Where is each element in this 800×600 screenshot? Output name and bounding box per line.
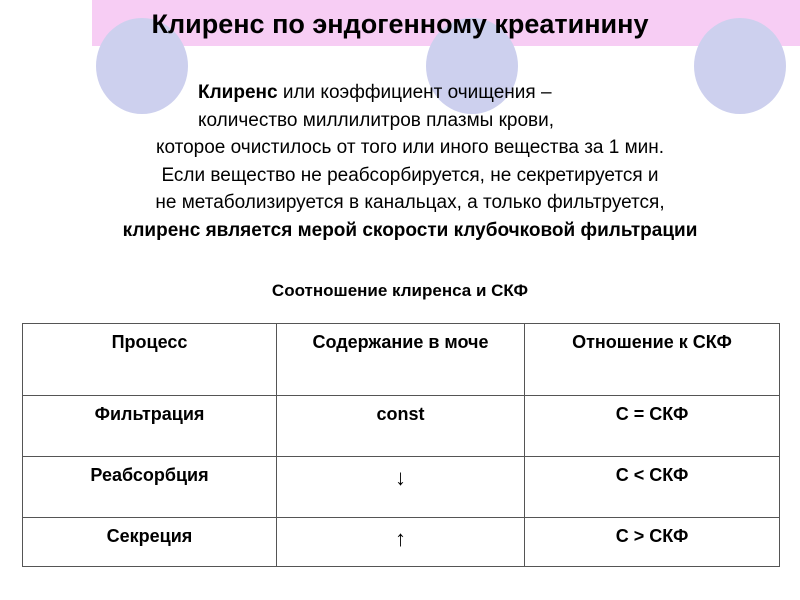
definition-term: Клиренс [198,82,278,103]
cell-urine-content [277,457,525,518]
table-header-row [23,324,780,396]
table-row [23,518,780,567]
definition-line-4: Если вещество не реабсорбируется, не секретируется и [161,164,659,186]
definition-line-1: Клиренс или коэффициент очищения – [198,82,552,103]
definition-conclusion: клиренс является мерой скорости клубочковой фильтрации [122,219,698,241]
arrow-up-icon: ↑ [395,526,406,551]
slide-title: Клиренс по эндогенному креатинину [151,9,649,39]
definition-line-5: не метаболизируется в канальцах, а только фильтруется, [155,192,665,213]
definition-line-2: количество миллилитров плазмы крови, [198,109,555,131]
table-row [23,457,780,518]
header-gfr-relation: Отношение к СКФ [525,324,780,396]
table-row [23,396,780,457]
cell-urine-content: const [277,396,525,457]
arrow-down-icon: ↓ [395,465,406,490]
cell-gfr-relation: С > СКФ [525,518,780,567]
definition-text [20,79,800,244]
cell-process: Фильтрация [23,396,277,457]
cell-gfr-relation: С = СКФ [525,396,780,457]
cell-process: Реабсорбция [23,457,277,518]
definition-line-3: которое очистилось от того или иного вещества за 1 мин. [155,137,665,158]
header-process: Процесс [23,324,277,396]
cell-urine-content [277,518,525,567]
table-caption: Соотношение клиренса и СКФ [271,281,529,300]
cell-process: Секреция [23,518,277,567]
header-urine-content: Содержание в моче [277,324,525,396]
cell-gfr-relation: С < СКФ [525,457,780,518]
clearance-gfr-table [22,323,780,567]
